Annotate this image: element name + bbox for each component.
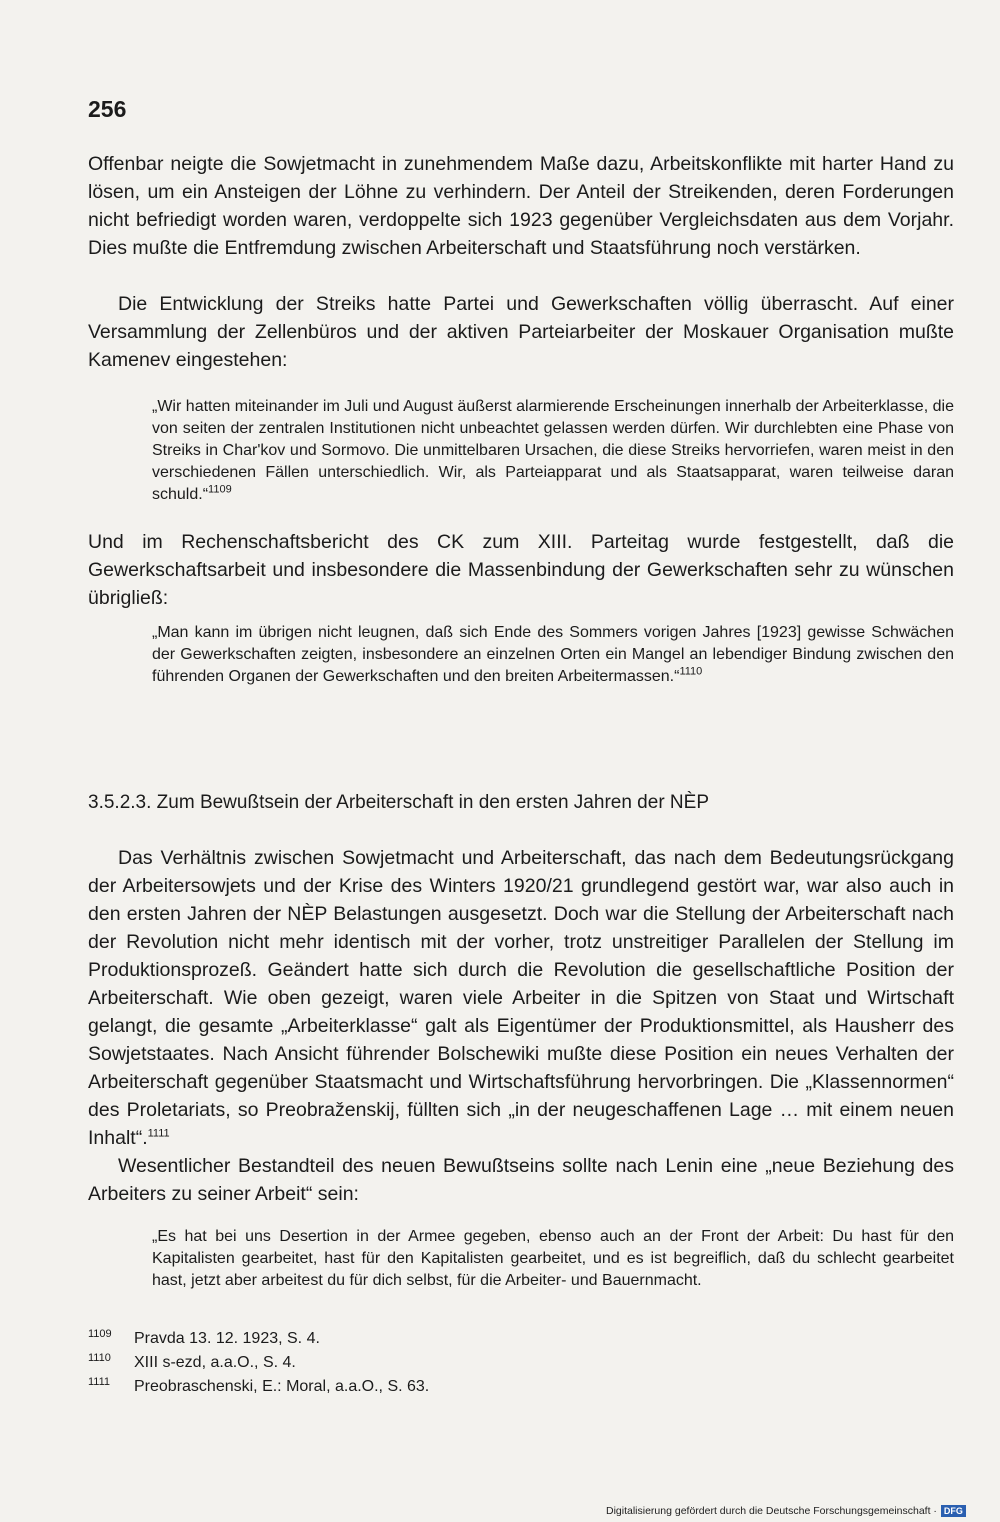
footnote-1111 xyxy=(88,1375,429,1399)
page-number: 256 xyxy=(88,96,127,122)
paragraph-3: Und im Rechenschaftsbericht des CK zum XIII. Parteitag wurde festgestellt, daß die Gewerkschaftsarbeit und insbesondere die Massenbindung der Gewerkschaften sehr zu wünschen übrigließ: xyxy=(88,531,954,609)
block-quote-3: „Es hat bei uns Desertion in der Armee gegeben, ebenso auch an der Front der Arbeit: Du hast für den Kapitalisten gearbeitet, hast für den Kapitalisten gearbeitet, und es ist begreiflich, daß du schlecht gearbeitet hast, jetzt aber arbeitest du für dich selbst, für die Arbeiter- und Bauernmacht. xyxy=(152,1228,954,1289)
digitization-credit-text: Digitalisierung gefördert durch die Deutsche Forschungsgemeinschaft · xyxy=(606,1505,937,1517)
digitization-credit xyxy=(606,1505,966,1517)
dfg-logo-icon: DFG xyxy=(941,1505,966,1517)
footnote-ref-1111: 1111 xyxy=(147,1127,170,1140)
paragraph-4: Das Verhältnis zwischen Sowjetmacht und Arbeiterschaft, das nach dem Bedeutungsrückgang der Arbeitersowjets und der Krise des Winters 1920/21 grundlegend gestört war, war also auch in den ersten Jahren der NÈP Belastungen ausgesetzt. Doch war die Stellung der Arbeiterschaft nach der Revolution nicht mehr identisch mit der vorher, trotz unstreitiger Parallelen der Stellung im Produktionsprozeß. Geändert hatte sich durch die Revolution die gesellschaftliche Position der Arbeiterschaft. Wie oben gezeigt, waren viele Arbeiter in die Spitzen von Staat und Wirtschaft gelangt, die gesamte „Arbeiterklasse“ galt als Eigentümer der Produktionsmittel, als Hausherr des Sowjetstaates. Nach Ansicht führender Bolschewiki mußte diese Position ein neues Verhalten der Arbeiterschaft gegenüber Staatsmacht und Wirtschaftsführung hervorbringen. Die „Klassennormen“ des Proletariats, so Preobraženskij, füllten sich „in der neugeschaffenen Lage … mit einem neuen Inhalt“.$^{1111}$ xyxy=(88,847,954,1149)
paragraph-2: Die Entwicklung der Streiks hatte Partei und Gewerkschaften völlig überrascht. Auf einer Versammlung der Zellenbüros und der aktiven Parteiarbeiter der Moskauer Organisation mußte Kamenev eingestehen: xyxy=(88,293,954,371)
footnote-1109 xyxy=(88,1327,429,1351)
footnote-1110 xyxy=(88,1351,429,1375)
paragraph-5: Wesentlicher Bestandteil des neuen Bewußtseins sollte nach Lenin eine „neue Beziehung des Arbeiters zu seiner Arbeit“ sein: xyxy=(88,1155,954,1205)
block-quote-1: „Wir hatten miteinander im Juli und August äußerst alarmierende Erscheinungen innerhalb der Arbeiterklasse, die von seiten der zentralen Institutionen nicht unbeachtet gelassen werden dürfen. Wir durchlebten eine Phase von Streiks in Char'kov und Sormovo. Die unmittelbaren Ursachen, die diese Streiks hervorriefen, waren meist in den verschiedenen Fällen unterschiedlich. Wir, als Parteiapparat und als Staatsapparat, waren teilweise daran schuld.“$^{1109}$ xyxy=(152,398,954,503)
footnote-number: 1111 xyxy=(88,1376,111,1388)
footnotes xyxy=(88,1327,429,1399)
footnote-number: 1109 xyxy=(88,1328,112,1340)
block-quote-2: „Man kann im übrigen nicht leugnen, daß sich Ende des Sommers vorigen Jahres [1923] gewisse Schwächen der Gewerkschaften zeigten, insbesondere an einzelnen Orten ein Mangel an lebendiger Bindung zwischen den führenden Organen der Gewerkschaften und den breiten Arbeitermassen.“$^{1110}$ xyxy=(152,624,954,685)
section-heading: 3.5.2.3. Zum Bewußtsein der Arbeiterschaft in den ersten Jahren der NÈP xyxy=(88,792,709,813)
footnote-text: Pravda 13. 12. 1923, S. 4. xyxy=(134,1330,320,1347)
footnote-ref-1109: 1109 xyxy=(208,483,232,496)
footnote-number: 1110 xyxy=(88,1352,111,1364)
footnote-text: Preobraschenski, E.: Moral, a.a.O., S. 63. xyxy=(134,1378,430,1395)
footnote-text: XIII s-ezd, a.a.O., S. 4. xyxy=(134,1354,296,1371)
footnote-ref-1110: 1110 xyxy=(679,665,703,678)
paragraph-1: Offenbar neigte die Sowjetmacht in zunehmendem Maße dazu, Arbeitskonflikte mit harter Hand zu lösen, um ein Ansteigen der Löhne zu verhindern. Der Anteil der Streikenden, deren Forderungen nicht befriedigt worden waren, verdoppelte sich 1923 gegenüber Vergleichsdaten aus dem Vorjahr. Dies mußte die Entfremdung zwischen Arbeiterschaft und Staatsführung noch verstärken. xyxy=(88,153,954,259)
